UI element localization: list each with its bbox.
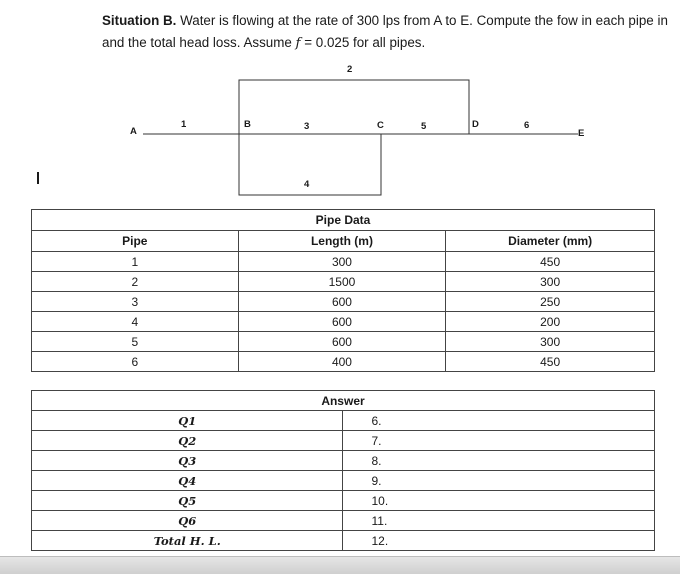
cell-pipe: 3: [32, 292, 239, 312]
cell-diameter: 450: [446, 252, 655, 272]
pipe-3-label: 3: [304, 121, 310, 132]
problem-text-2: = 0.025 for all pipes.: [300, 35, 426, 50]
cell-length: 600: [238, 332, 446, 352]
table-row: [32, 252, 655, 272]
table-row: [32, 451, 655, 471]
node-a-label: A: [130, 126, 137, 137]
cell-diameter: 200: [446, 312, 655, 332]
pipe-4-label: 4: [304, 179, 310, 190]
text-cursor: [37, 172, 39, 184]
node-e-label: E: [578, 128, 585, 139]
quantity-label: Q1: [32, 411, 343, 431]
answer-table: [31, 390, 655, 551]
cell-length: 600: [238, 292, 446, 312]
pipe-1-label: 1: [181, 119, 187, 130]
cell-diameter: 300: [446, 332, 655, 352]
table-row: [32, 272, 655, 292]
answer-number[interactable]: 7.: [343, 431, 655, 451]
cell-diameter: 450: [446, 352, 655, 372]
node-b-label: B: [244, 119, 251, 130]
pipe-2-label: 2: [347, 64, 353, 75]
answer-number[interactable]: 6.: [343, 411, 655, 431]
loop-lower-rect: [239, 134, 381, 195]
cell-length: 400: [238, 352, 446, 372]
quantity-label: Q5: [32, 491, 343, 511]
quantity-label: Q2: [32, 431, 343, 451]
cell-diameter: 300: [446, 272, 655, 292]
table-row: [32, 332, 655, 352]
pipe-6-label: 6: [524, 120, 530, 131]
table-row: [32, 352, 655, 372]
cell-pipe: 4: [32, 312, 239, 332]
answer-number[interactable]: 11.: [343, 511, 655, 531]
answer-table-title: Answer: [32, 391, 655, 411]
table-row: [32, 312, 655, 332]
cell-pipe: 1: [32, 252, 239, 272]
pipe-network-diagram: [0, 0, 680, 210]
problem-text-1: Water is flowing at the rate of 300 lps from A to E. Compute the fow in each pipe in and the total head loss. Assume: [102, 13, 668, 50]
answer-number[interactable]: 9.: [343, 471, 655, 491]
cell-diameter: 250: [446, 292, 655, 312]
cell-length: 600: [238, 312, 446, 332]
node-d-label: D: [472, 119, 479, 130]
quantity-label: Total H. L.: [32, 531, 343, 551]
table-row: [32, 411, 655, 431]
bottom-scrollbar[interactable]: [0, 556, 680, 574]
cell-pipe: 2: [32, 272, 239, 292]
friction-symbol: f: [295, 36, 301, 51]
pipe-5-label: 5: [421, 121, 427, 132]
cell-length: 1500: [238, 272, 446, 292]
quantity-label: Q6: [32, 511, 343, 531]
cell-length: 300: [238, 252, 446, 272]
pipe-data-table: [31, 209, 655, 372]
answer-number[interactable]: 12.: [343, 531, 655, 551]
quantity-label: Q4: [32, 471, 343, 491]
pipe-table-title: Pipe Data: [32, 210, 655, 231]
table-row: [32, 491, 655, 511]
header-diameter: Diameter (mm): [446, 231, 655, 252]
table-row: [32, 511, 655, 531]
node-c-label: C: [377, 120, 384, 131]
table-row: [32, 531, 655, 551]
cell-pipe: 5: [32, 332, 239, 352]
loop-upper-rect: [239, 80, 469, 134]
header-length: Length (m): [238, 231, 446, 252]
answer-number[interactable]: 10.: [343, 491, 655, 511]
quantity-label: Q3: [32, 451, 343, 471]
table-row: [32, 292, 655, 312]
table-row: [32, 431, 655, 451]
table-row: [32, 471, 655, 491]
answer-number[interactable]: 8.: [343, 451, 655, 471]
header-pipe: Pipe: [32, 231, 239, 252]
cell-pipe: 6: [32, 352, 239, 372]
problem-label: Situation B.: [102, 13, 177, 28]
